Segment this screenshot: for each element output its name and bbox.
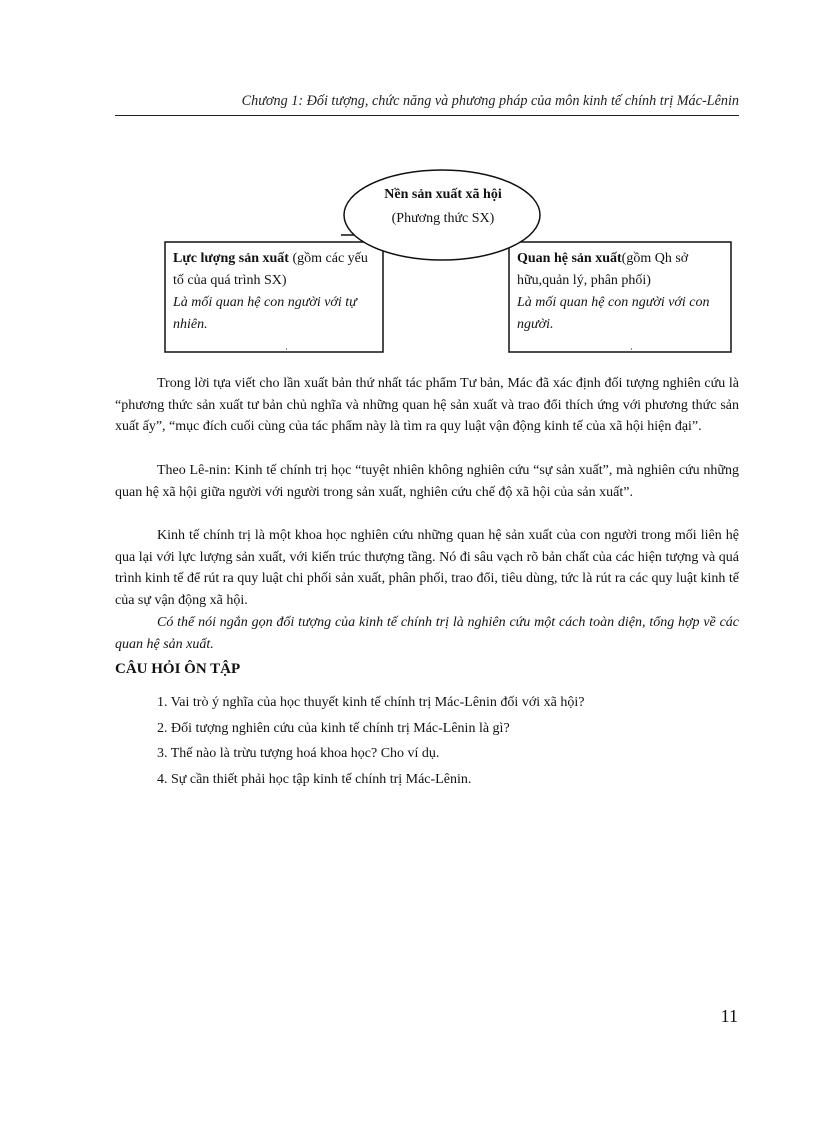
paragraph-lenin: Theo Lê-nin: Kinh tế chính trị học “tuyệt nhiên không nghiên cứu “sự sản xuất”, mà nghiên cứu những quan hệ xã hội giữa người với người trong sản xuất, nghiên cứu chế độ xã hội của sản xuất”. <box>115 463 739 500</box>
left-box-text <box>173 248 381 336</box>
header-divider <box>115 115 739 116</box>
right-box-text <box>517 248 729 336</box>
right-box-detail: (gồm Qh sở hữu,quản lý, phân phối) <box>517 251 689 288</box>
diagram-center-text <box>343 183 543 231</box>
review-question: 3. Thế nào là trừu tượng hoá khoa học? Cho ví dụ. <box>157 746 440 761</box>
paragraph-summary: Có thể nói ngắn gọn đối tượng của kinh tế chính trị là nghiên cứu một cách toàn diện, tổng hợp về các quan hệ sản xuất. <box>115 615 739 652</box>
review-question-list <box>157 690 737 792</box>
paragraph-marx: Trong lời tựa viết cho lần xuất bản thứ nhất tác phẩm Tư bản, Mác đã xác định đối tượng nghiên cứu là “phương thức sản xuất tư bản chủ nghĩa và những quan hệ sản xuất và trao đổi thích ứng với phương thức sản xuất ấy”, “mục đích cuối cùng của tác phẩm này là tìm ra quy luật vận động kinh tế của xã hội hiện đại”. <box>115 376 739 434</box>
review-question: 1. Vai trò ý nghĩa của học thuyết kinh tế chính trị Mác-Lênin đối với xã hội? <box>157 695 585 710</box>
left-box-detail: (gồm các yếu tố của quá trình SX) <box>173 251 368 288</box>
center-subtitle: (Phương thức SX) <box>391 211 495 226</box>
right-box-title: Quan hệ sản xuất <box>517 251 622 266</box>
paragraph-definition: Kinh tế chính trị là một khoa học nghiên cứu những quan hệ sản xuất của con người trong mối liên hệ qua lại với lực lượng sản xuất, với kiến trúc thượng tầng. Nó đi sâu vạch rõ bản chất của các hiện tượng và quá trình kinh tế để rút ra quy luật chi phối sản xuất, phân phối, trao đổi, tiêu dùng, tức là rút ra các quy luật kinh tế của sự vận động xã hội. <box>115 528 739 608</box>
right-box-note: Là mối quan hệ con người với con người. <box>517 295 710 332</box>
review-question: 2. Đối tượng nghiên cứu của kinh tế chính trị Mác-Lênin là gì? <box>157 720 510 736</box>
page-number: 11 <box>720 1006 738 1026</box>
running-header: Chương 1: Đối tượng, chức năng và phương pháp của môn kinh tế chính trị Mác-Lênin <box>241 93 739 109</box>
left-box-title: Lực lượng sản xuất <box>173 251 289 266</box>
left-box-note: Là mối quan hệ con người với tự nhiên. <box>173 295 357 332</box>
review-question: 4. Sự cần thiết phải học tập kinh tế chính trị Mác-Lênin. <box>157 771 472 787</box>
center-title: Nền sản xuất xã hội <box>384 187 502 202</box>
review-section-title: CÂU HỎI ÔN TẬP <box>115 661 241 677</box>
